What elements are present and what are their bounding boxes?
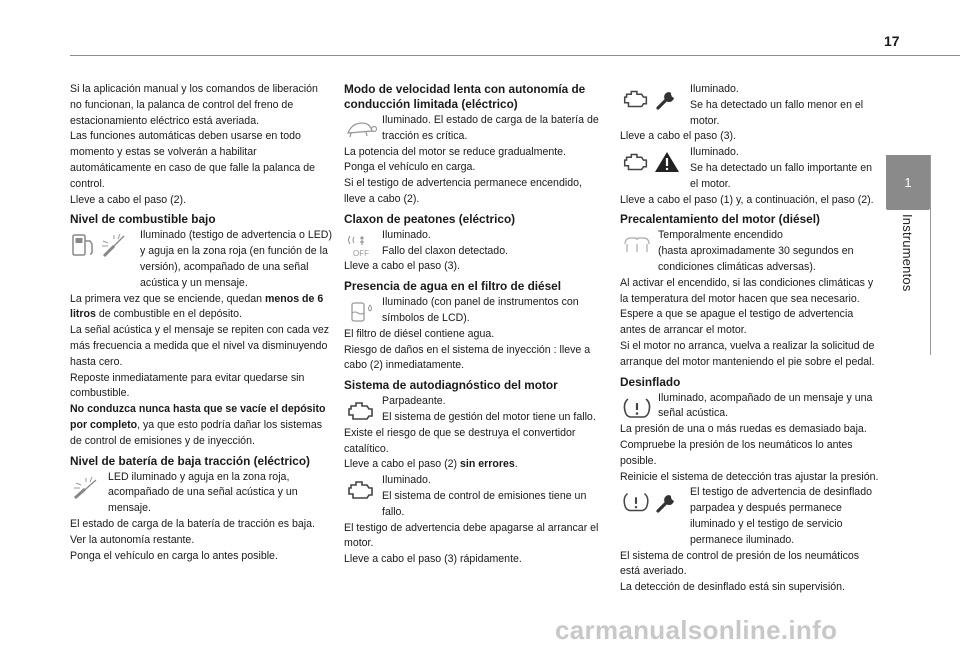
fuel-paragraph-3: Reposte inmediatamente para evitar quedarse sin combustible. (70, 371, 305, 400)
diagnosis-paragraph-2: Lleve a cabo el paso (2) sin errores. (344, 458, 518, 471)
preheat-row (620, 228, 882, 275)
deflation-row (620, 391, 882, 423)
deflation-desc: Iluminado, acompañado de un mensaje y una señal acústica. (658, 391, 873, 420)
slow-paragraph-1: La potencia del motor se reduce gradualmente. (344, 145, 567, 158)
diagnosis-paragraph-1: Existe el riesgo de que se destruya el convertidor catalítico. (344, 426, 576, 455)
preheat-paragraph-2: Si el motor no arranca, vuelva a realizar la solicitud de arranque del motor manteniendo el pie sobre el pedal. (620, 339, 875, 368)
preheat-heading: Precalentamiento del motor (diésel) (620, 212, 820, 227)
engine-major-row (620, 145, 882, 192)
preheat-desc: Temporalmente encendido (hasta aproximadamente 30 segundos en condiciones climáticas adversas). (658, 229, 854, 273)
engine-minor-row (620, 82, 882, 129)
slow-paragraph-3: Si el testigo de advertencia permanece encendido, lleve a cabo (2). (344, 177, 582, 205)
water-paragraph-1: El filtro de diésel contiene agua. (344, 327, 495, 340)
fuel-desc: Iluminado (testigo de advertencia o LED) y aguja en la zona roja (en función de la versión), acompañado de una señal acústica y un mensaje. (140, 229, 332, 289)
water-filter-heading: Presencia de agua en el filtro de diésel (344, 279, 562, 294)
diagnosis-paragraph-4: Lleve a cabo el paso (3) rápidamente. (344, 553, 522, 566)
deflation-fault-row (620, 485, 882, 548)
engine-icon (620, 86, 652, 112)
wrench-icon (652, 86, 682, 112)
battery-desc: LED iluminado y aguja en la zona roja, acompañado de una señal acústica y un mensaje. (108, 470, 298, 515)
slow-mode-row (344, 113, 606, 145)
engine-wrench-icons (620, 86, 686, 112)
tyre-pressure-icon (620, 395, 654, 421)
intro-text-2: Las funciones automáticas deben usarse en todo momento y estas se volverán a habilitar automáticamente en caso de que falle la palanca de control. (70, 130, 316, 190)
preheat-paragraph-1: Al activar el encendido, si las condiciones climáticas y la temperatura del motor hacen que sea necesario. Espere a que se apague el testigo de advertencia antes de arrancar el motor. (620, 276, 874, 337)
battery-paragraph-3: Ponga el vehículo en carga lo antes posible. (70, 549, 278, 562)
tyre-pressure-icon (620, 489, 652, 515)
horn-row (344, 228, 606, 260)
horn-off-label: OFF (353, 248, 369, 258)
fuel-pump-icon (70, 232, 136, 258)
engine-minor-paragraph: Lleve a cabo el paso (3). (620, 130, 737, 143)
intro-text-3: Lleve a cabo el paso (2). (70, 193, 187, 206)
chapter-title: Instrumentos (900, 214, 915, 292)
wrench-icon (652, 489, 682, 515)
tab-rule (930, 155, 931, 355)
deflation-paragraph-1: La presión de una o más ruedas es demasiado baja. (620, 423, 867, 436)
page-number: 17 (884, 33, 900, 49)
deflation-paragraph-4: El sistema de control de presión de los neumáticos está averiado. (620, 549, 860, 578)
engine-minor-desc: Iluminado. Se ha detectado un fallo menor en el motor. (690, 83, 864, 127)
engine-major-desc: Iluminado. Se ha detectado un fallo importante en el motor. (690, 146, 872, 190)
battery-heading: Nivel de batería de baja tracción (eléctrico) (70, 453, 310, 468)
diagnosis-desc-1: Parpadeante. El sistema de gestión del motor tiene un fallo. (382, 395, 596, 423)
column-3 (620, 82, 882, 596)
intro-text: Si la aplicación manual y los comandos de liberación no funcionan, la palanca de control del freno de estacionamiento eléctrico está averiada. (70, 83, 318, 127)
glow-plug-icon (620, 232, 654, 258)
deflation-paragraph-5: La detección de desinflado está sin supervisión. (620, 581, 845, 594)
engine-major-paragraph: Lleve a cabo el paso (1) y, a continuación, el paso (2). (620, 193, 874, 206)
battery-paragraph-2: Ver la autonomía restante. (70, 533, 195, 546)
deflation-paragraph-2: Compruebe la presión de los neumáticos lo antes posible. (620, 438, 853, 467)
column-2 (344, 82, 606, 568)
diagnosis-desc-2: Iluminado. El sistema de control de emisiones tiene un fallo. (382, 474, 587, 518)
watermark: carmanualsonline.info (555, 615, 838, 645)
slow-mode-heading: Modo de velocidad lenta con autonomía de conducción limitada (eléctrico) (344, 82, 586, 111)
horn-desc: Iluminado. Fallo del claxon detectado. (382, 228, 509, 257)
tyre-service-icons (620, 489, 686, 515)
fuel-paragraph-1: La primera vez que se enciende, quedan menos de 6 litros de combustible en el depósito. (70, 292, 324, 321)
warning-triangle-icon (652, 149, 682, 175)
water-in-fuel-icon (344, 299, 378, 325)
engine-alert-icons (620, 149, 686, 175)
battery-warning-row (70, 470, 332, 517)
diagnosis-paragraph-3: El testigo de advertencia debe apagarse al arrancar el motor. (344, 521, 599, 550)
turtle-icon (344, 117, 378, 143)
fuel-heading: Nivel de combustible bajo (70, 212, 216, 227)
slow-mode-desc: Iluminado. El estado de carga de la batería de tracción es crítica. (382, 114, 599, 142)
deflation-fault-desc: El testigo de advertencia de desinflado parpadea y después permanece iluminado y el testigo de servicio permanece iluminado. (690, 486, 872, 546)
fuel-warning-row (70, 228, 332, 291)
fuel-paragraph-2: La señal acústica y el mensaje se repiten con cada vez más frecuencia a medida que el nivel va disminuyendo hasta cero. (70, 324, 330, 368)
chapter-tab[interactable]: 1 (886, 155, 930, 210)
deflation-paragraph-3: Reinicie el sistema de detección tras ajustar la presión. (620, 470, 879, 483)
diagnosis-heading: Sistema de autodiagnóstico del motor (344, 378, 558, 393)
fuel-paragraph-4: No conduzca nunca hasta que se vacíe el depósito por completo, ya que esto podría dañar los sistemas de control de emisiones y de inyección. (70, 403, 326, 447)
horn-paragraph-1: Lleve a cabo el paso (3). (344, 260, 461, 273)
horn-heading: Claxon de peatones (eléctrico) (344, 211, 516, 226)
header-rule (70, 55, 960, 56)
battery-paragraph-1: El estado de carga de la batería de tracción es baja. (70, 517, 315, 530)
engine-icon (344, 477, 378, 503)
water-paragraph-2: Riesgo de daños en el sistema de inyección : lleve a cabo (2) inmediatamente. (344, 343, 591, 372)
low-battery-gauge-icon (70, 474, 104, 500)
diagnosis-row-2 (344, 473, 606, 520)
column-1 (70, 82, 332, 564)
water-filter-row (344, 295, 606, 327)
deflation-heading: Desinflado (620, 374, 681, 389)
engine-icon (344, 398, 378, 424)
engine-icon (620, 149, 652, 175)
diagnosis-row-1 (344, 394, 606, 426)
pedestrian-horn-off-icon (344, 232, 378, 258)
slow-paragraph-2: Ponga el vehículo en carga. (344, 161, 476, 174)
water-filter-desc: Iluminado (con panel de instrumentos con símbolos de LCD). (382, 296, 579, 324)
